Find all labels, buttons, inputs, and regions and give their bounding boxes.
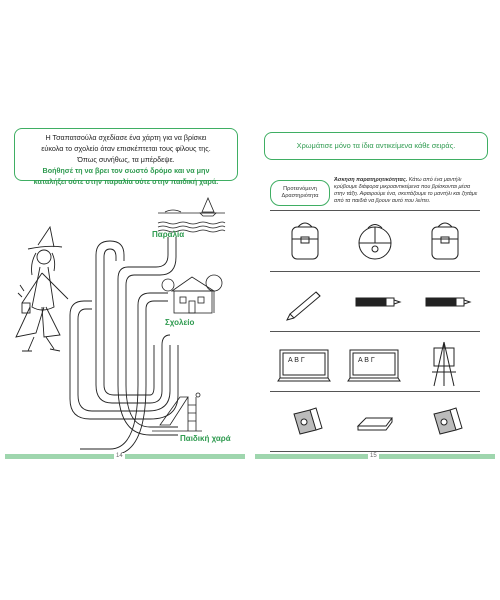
grid-cell[interactable] [410,392,480,452]
witch-illustration [16,227,68,351]
grid-row-boards [270,331,480,392]
board-text: Α Β Γ [288,357,305,364]
right-page [250,0,500,600]
grid-cell[interactable] [340,272,410,332]
instruction-line-3: Όπως συνήθως, τα μπέρδεψε. [77,155,175,164]
maze-instruction-box [14,128,238,186]
instruction-line-2: εύκολα το σχολείο όταν επισκέπτεται τους φίλους της. [41,144,211,153]
page-number-left: 14 [116,453,123,459]
sharpener-icon [410,392,480,452]
eraser-icon [340,392,410,452]
round-bag-icon [340,211,410,271]
grid-cell[interactable] [340,211,410,271]
objects-grid [270,210,480,452]
pencil-icon [270,272,340,332]
grid-cell[interactable] [410,211,480,271]
task-line-1: Βοήθησέ τη να βρει τον σωστό δρόμο και να μην [42,166,210,175]
grid-cell[interactable] [270,272,340,332]
school-illustration [162,275,222,313]
suggested-activity-badge [270,180,330,206]
practice-description [334,177,479,205]
playground-label: Παιδική χαρά [180,434,231,443]
grid-row-writing [270,271,480,332]
grid-row-bags [270,211,480,271]
board-text: Α Β Γ [358,357,375,364]
marker-icon [340,272,410,332]
left-footer-bar [5,454,245,459]
easel-icon [410,332,480,392]
grid-cell[interactable] [340,392,410,452]
chalkboard-icon [340,332,410,392]
school-bag-icon [410,211,480,271]
marker-icon [410,272,480,332]
school-bag-icon [270,211,340,271]
task-line-2: καταλήξει ούτε στην παραλία ούτε στην παιδική χαρά. [33,177,219,186]
grid-cell[interactable] [410,272,480,332]
beach-label: Παραλία [152,230,185,239]
sharpener-icon [270,392,340,452]
maze-illustration [0,185,250,455]
grid-cell[interactable] [340,332,410,392]
instruction-line-1: Η Τσαπατσούλα σχεδίασε ένα χάρτη για να βρίσκει [45,133,207,142]
page-number-right: 15 [370,453,377,459]
coloring-instruction: Χρωμάτισε μόνο τα ίδια αντικείμενα κάθε σειράς. [296,141,456,150]
grid-cell[interactable] [270,211,340,271]
practice-title: Άσκηση παρατηρητικότητας. [334,177,408,183]
grid-cell[interactable] [410,332,480,392]
badge-line-1: Προτεινόμενη [283,186,317,192]
chalkboard-icon [270,332,340,392]
grid-cell[interactable] [270,332,340,392]
grid-cell[interactable] [270,392,340,452]
badge-line-2: Δραστηριότητα [281,193,319,199]
practice-body: Κάτω από ένα μαντήλι κρύβουμε διάφορα μικροαντικείμενα που βρίσκονται μέσα στην τάξη. Αφαιρούμε ένα, σκεπάζουμε το μαντήλι και ζητάμε από τα παιδιά να βρουν αυτό που λείπει. [334,177,478,204]
grid-row-sharpeners [270,391,480,452]
school-label: Σχολείο [165,318,195,327]
coloring-instruction-box [264,132,488,160]
